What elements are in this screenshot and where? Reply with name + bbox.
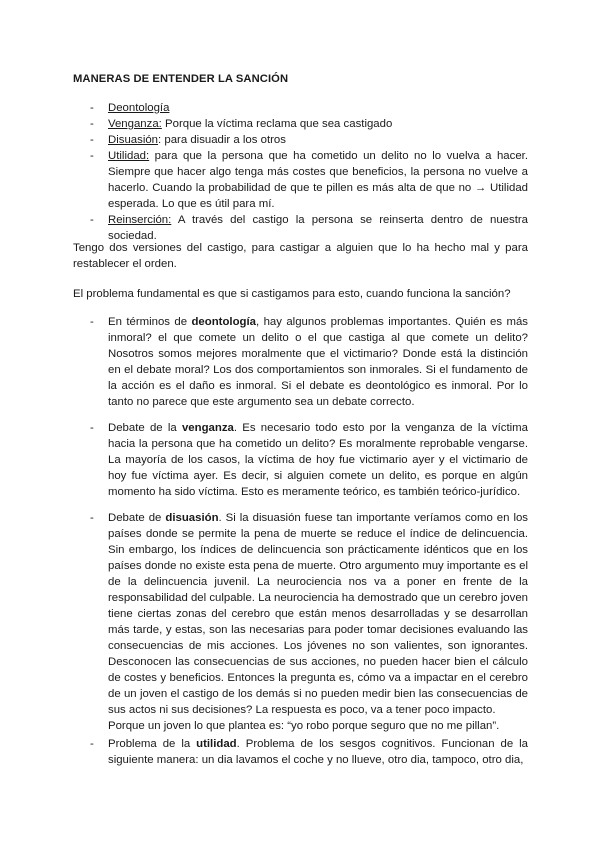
definition-term: Reinserción:: [108, 214, 172, 226]
list-item: [90, 510, 528, 734]
debate-text-body: . Si la disuasión fuese tan importante veríamos como en los países donde se permite la pena de muerte se reduce el índice de delincuencia. Sin embargo, los índices de delincuencia son prácticamente idénticos que en los países donde no existe esta pena de muerte. Otro argumento muy importante es el de la delincuencia juvenil. La neurociencia nos va a poner en frente de la responsabilidad del culpable. La neurociencia ha demostrado que un cerebro joven tiene ciertas zonas del cerebro que están menos desarrolladas y se desarrollan más tarde, y estas, son las necesarias para poder tomar decisiones evaluando las consecuencias de mis acciones. Los jóvenes no son valientes, son ignorantes. Desconocen las consecuencias de sus acciones, no pueden hacer bien el cálculo de costes y beneficios. Entonces la pregunta es, cómo va a impactar en el cerebro de un joven el castigo de los demás si no pueden medir bien las consecuencias de sus actos ni sus decisiones? La respuesta es poco, va a tener poco impacto.: [108, 512, 529, 716]
debate-keyword: deontología: [191, 316, 257, 328]
debate-keyword: utilidad: [196, 738, 237, 750]
list-item: [90, 736, 528, 768]
definition-text: Porque la víctima reclama que sea castigado: [161, 118, 393, 130]
debate-list-item-deontologia-wrap: [90, 314, 528, 410]
debate-keyword: venganza: [181, 422, 234, 434]
debate-text-lead: Debate de la: [108, 422, 182, 434]
debate-paragraph: [108, 314, 528, 410]
list-item: [90, 314, 528, 410]
debate-list-item-utilidad-wrap: [90, 736, 528, 768]
debate-text-lead: En términos de: [108, 316, 192, 328]
definitions-list: [90, 100, 528, 244]
debate-text-lead: Problema de la: [108, 738, 197, 750]
paragraph-two-versions: Tengo dos versiones del castigo, para castigar a alguien que lo ha hecho mal y para restablecer el orden.: [73, 242, 528, 270]
debate-text-body: , hay algunos problemas importantes. Quién es más inmoral? el que comete un delito o el que castiga al que comete un delito? Nosotros somos mejores moralmente que el victimario? Donde está la distinción en el debate moral? Los dos comportamientos son inmorales. Si el fundamento de la acción es el daño es inmoral. Si el debate es deontológico es inmoral. Por lo tanto no parece que este argumento sea un debate correcto.: [108, 316, 528, 408]
list-item: [90, 116, 528, 132]
list-item: [90, 100, 528, 116]
list-item: [90, 132, 528, 148]
debate-list-item-venganza-wrap: [90, 420, 528, 500]
debate-text-lead: Debate de: [108, 512, 166, 524]
definition-text: : para disuadir a los otros: [158, 134, 286, 146]
debate-text-body: . Problema de los sesgos cognitivos. Funcionan de la siguiente manera: un dia lavamos el coche y no llueve, otro dia, tampoco, otro dia,: [108, 738, 529, 766]
debate-extra-line: Porque un joven lo que plantea es: “yo robo porque seguro que no me pillan”.: [108, 720, 500, 732]
definition-text: para que la persona que ha cometido un delito no lo vuelva a hacer. Siempre que hacer algo tenga más costes que beneficios, la persona no vuelve a hacerlo. Cuando la probabilidad de que te pillen es más alta de que no → Utilidad esperada. Lo que es útil para mí.: [108, 150, 528, 210]
definition-term: Utilidad:: [108, 150, 150, 162]
document-title: MANERAS DE ENTENDER LA SANCIÓN: [73, 73, 289, 85]
list-item: [90, 148, 528, 212]
debate-keyword: disuasión: [165, 512, 219, 524]
debate-text-body: . Es necesario todo esto por la venganza de la víctima hacia la persona que ha cometido un delito? Es moralmente reprobable vengarse. La mayoría de los casos, la víctima de hoy fue victimario ayer y el victimario de hoy fue víctima ayer. Es decir, si alguien comete un delito, es porque en algún momento ha sido víctima. Esto es meramente teórico, es también teórico-jurídico.: [108, 422, 529, 498]
list-item: [90, 420, 528, 500]
paragraph-fundamental-problem: El problema fundamental es que si castigamos para esto, cuando funciona la sanción?: [73, 288, 511, 300]
debate-list-item-disuasion-wrap: [90, 510, 528, 734]
definition-term: Deontología: [108, 102, 170, 114]
debate-paragraph: [108, 736, 528, 768]
definition-term: Disuasión: [108, 134, 159, 146]
definition-term: Venganza:: [108, 118, 162, 130]
debate-paragraph: [108, 510, 528, 718]
definition-text: A través del castigo la persona se reinserta dentro de nuestra sociedad.: [108, 214, 528, 242]
debate-paragraph: [108, 420, 528, 500]
